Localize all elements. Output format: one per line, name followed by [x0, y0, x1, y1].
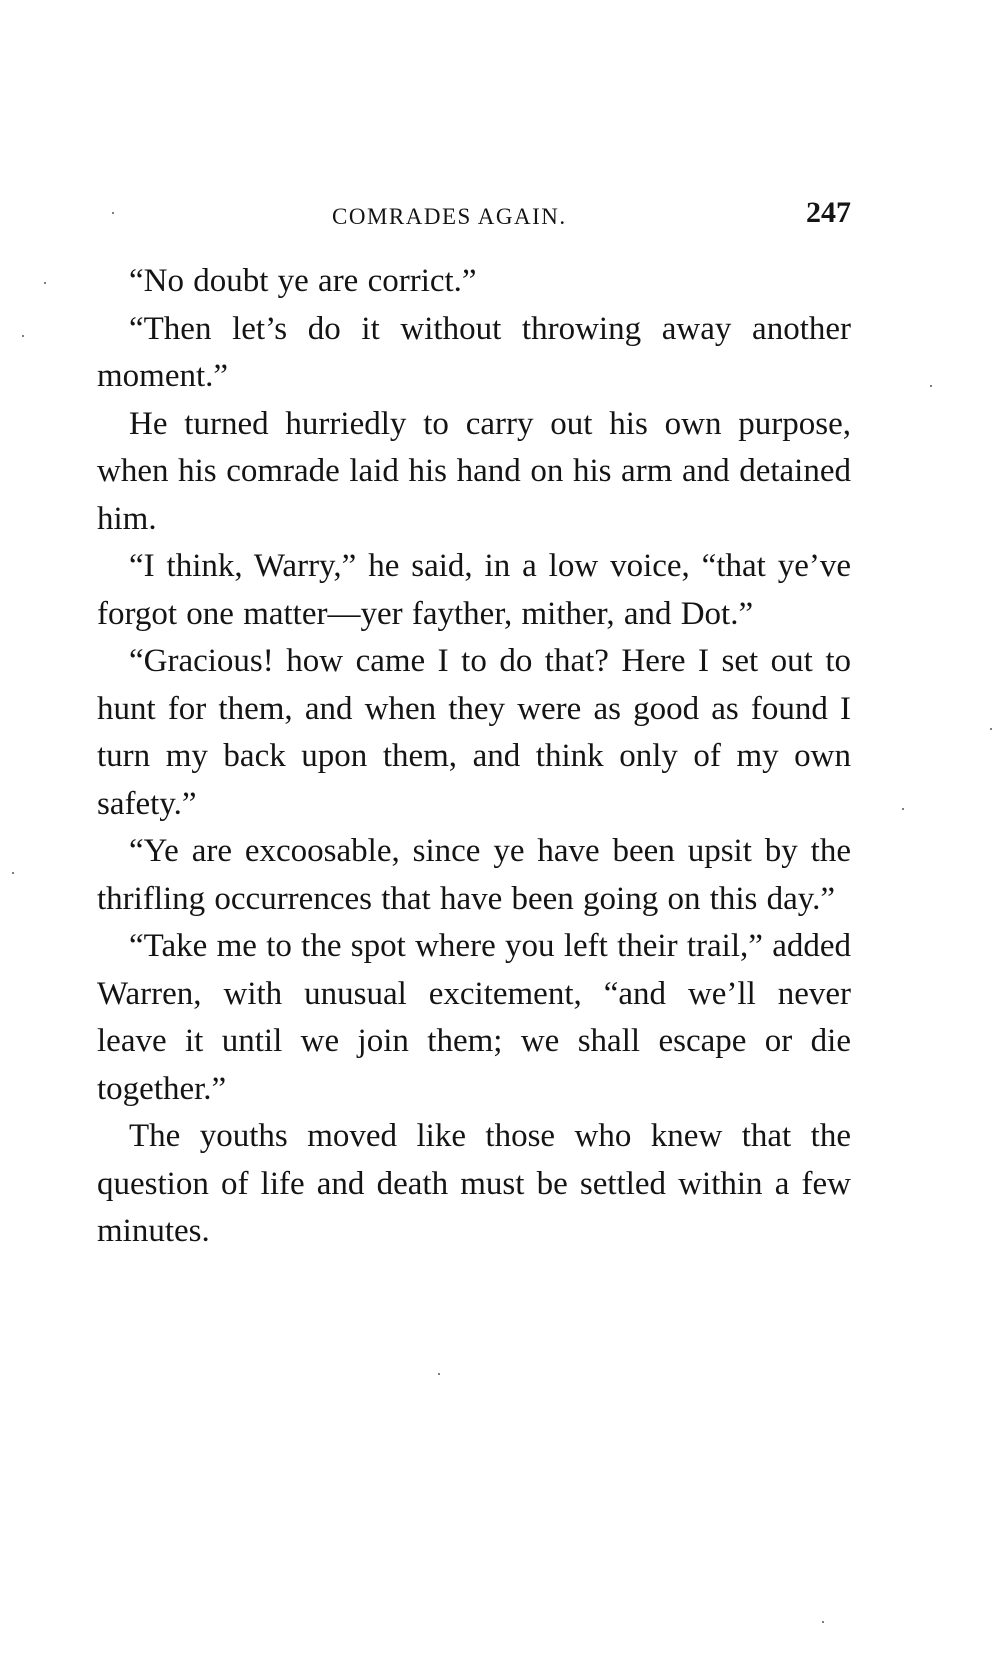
- scan-speck: [902, 808, 904, 810]
- paragraph: “Gracious! how came I to do that? Here I set out to hunt for them, and when they were as good as found I turn my back upon them, and think only of my own safety.”: [97, 643, 851, 822]
- paragraph: “I think, Warry,” he said, in a low voice, “that ye’ve forgot one matter—yer fayther, mither, and Dot.”: [97, 548, 851, 632]
- paragraph: “Ye are excoosable, since ye have been upsit by the thrifling occurrences that have been going on this day.”: [97, 833, 851, 917]
- paragraph: “Then let’s do it without throwing away another moment.”: [97, 310, 851, 394]
- page-header: [97, 198, 857, 238]
- scan-speck: [22, 335, 24, 337]
- paragraph: He turned hurriedly to carry out his own purpose, when his comrade laid his hand on his arm and detained him.: [97, 405, 851, 537]
- scan-speck: [12, 872, 14, 874]
- scan-speck: [112, 212, 114, 214]
- scan-speck: [990, 728, 992, 730]
- paragraph: “Take me to the spot where you left their trail,” added Warren, with unusual excitement, “and we’ll never leave it until we join them; we shall escape or die together.”: [97, 928, 851, 1107]
- scan-speck: [822, 1621, 824, 1623]
- page-number: 247: [806, 196, 851, 229]
- scan-speck: [44, 282, 46, 284]
- paragraph: The youths moved like those who knew that the question of life and death must be settled within a few minutes.: [97, 1118, 851, 1249]
- running-title: COMRADES AGAIN.: [332, 204, 567, 229]
- body-text: [97, 258, 851, 1256]
- scan-speck: [930, 385, 932, 387]
- scan-speck: [438, 1373, 440, 1375]
- paragraph: “No doubt ye are corrict.”: [129, 263, 477, 299]
